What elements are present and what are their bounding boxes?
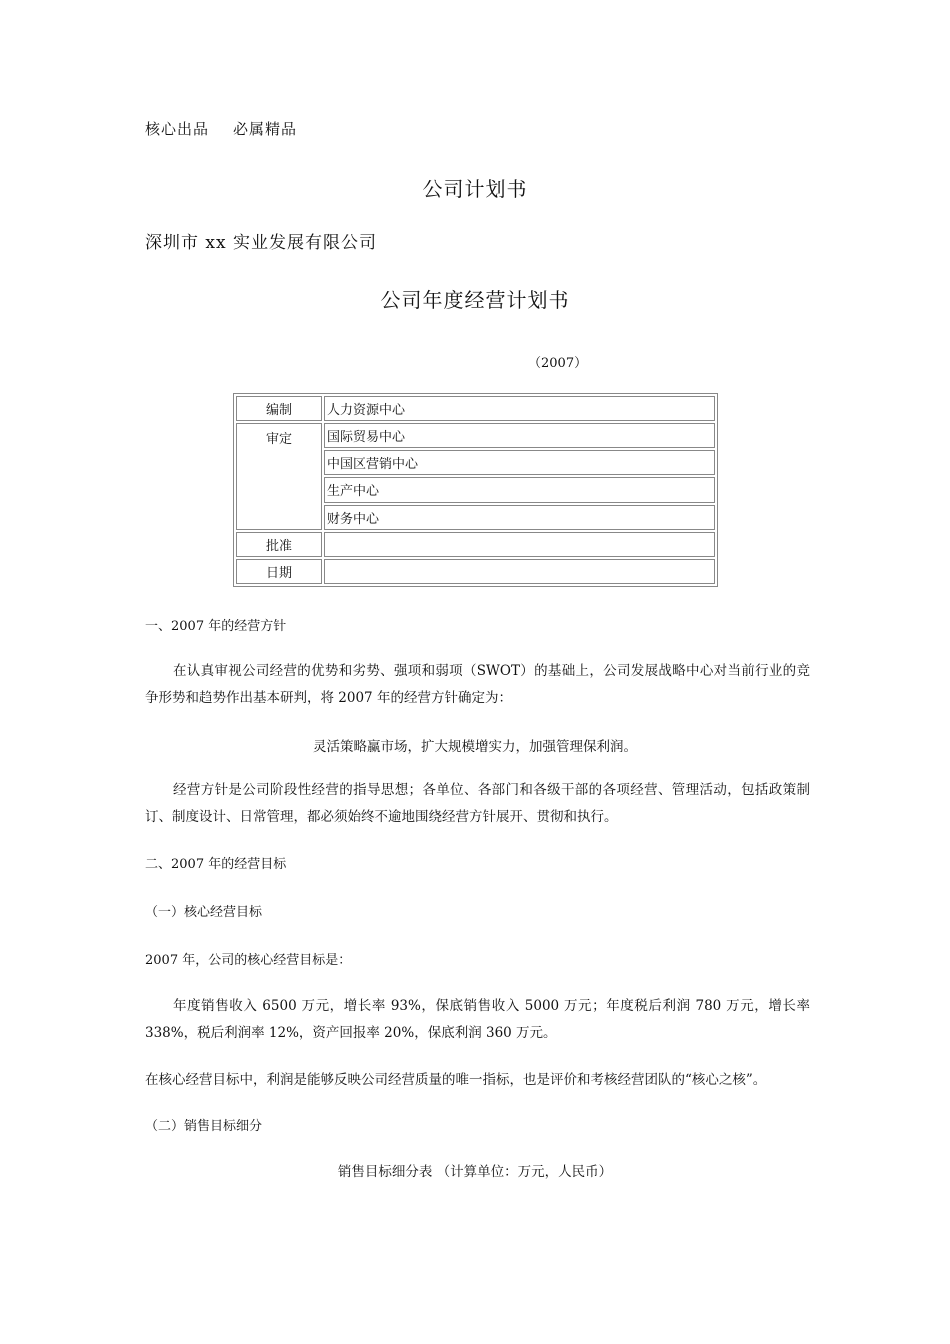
approve-label: 批准 xyxy=(236,532,322,557)
approve-value xyxy=(324,532,715,557)
company-name: 深圳市 xx 实业发展有限公司 xyxy=(145,233,377,253)
header-tagline xyxy=(145,118,297,139)
tagline-left: 核心出品 xyxy=(145,120,210,138)
sales-table-caption: 销售目标细分表 （计算单位：万元，人民币） xyxy=(337,1164,613,1180)
section2-subheading-1: （一）核心经营目标 xyxy=(145,905,263,920)
review-value: 财务中心 xyxy=(324,505,715,530)
section2-heading: 二、2007 年的经营目标 xyxy=(145,857,287,872)
plan-year: （2007） xyxy=(528,356,588,371)
section1-paragraph-2: 经营方针是公司阶段性经营的指导思想；各单位、各部门和各级干部的各项经营、管理活动，包括政策制订、制度设计、日常管理，都必须始终不逾地围绕经营方针展开、贯彻和执行。 xyxy=(145,782,810,825)
date-label: 日期 xyxy=(236,559,322,584)
compile-label: 编制 xyxy=(236,396,322,421)
approval-table xyxy=(233,393,718,587)
section1-motto: 灵活策略赢市场，扩大规模增实力，加强管理保利润。 xyxy=(313,739,637,755)
review-value: 生产中心 xyxy=(324,477,715,502)
table-row xyxy=(236,559,715,584)
plan-title: 公司年度经营计划书 xyxy=(380,288,570,312)
section2-intro: 2007 年，公司的核心经营目标是： xyxy=(145,953,352,968)
section1-paragraph-1: 在认真审视公司经营的优势和劣势、强项和弱项（SWOT）的基础上，公司发展战略中心对当前行业的竞争形势和趋势作出基本研判，将 2007 年的经营方针确定为： xyxy=(145,663,810,706)
table-row xyxy=(236,396,715,421)
date-value xyxy=(324,559,715,584)
review-value: 中国区营销中心 xyxy=(324,450,715,475)
doc-title: 公司计划书 xyxy=(422,177,528,201)
section2-profit-note: 在核心经营目标中，利润是能够反映公司经营质量的唯一指标，也是评价和考核经营团队的“核心之核”。 xyxy=(145,1072,767,1088)
section1-heading: 一、2007 年的经营方针 xyxy=(145,619,287,634)
review-label: 审定 xyxy=(236,423,322,530)
section2-subheading-2: （二）销售目标细分 xyxy=(145,1119,263,1134)
compile-value: 人力资源中心 xyxy=(324,396,715,421)
table-row xyxy=(236,423,715,448)
tagline-right: 必属精品 xyxy=(233,120,298,138)
section2-targets: 年度销售收入 6500 万元，增长率 93%，保底销售收入 5000 万元；年度税后利润 780 万元，增长率 338%，税后利润率 12%，资产回报率 20%，保底利润 360 万元。 xyxy=(145,998,810,1041)
table-row xyxy=(236,532,715,557)
review-value: 国际贸易中心 xyxy=(324,423,715,448)
